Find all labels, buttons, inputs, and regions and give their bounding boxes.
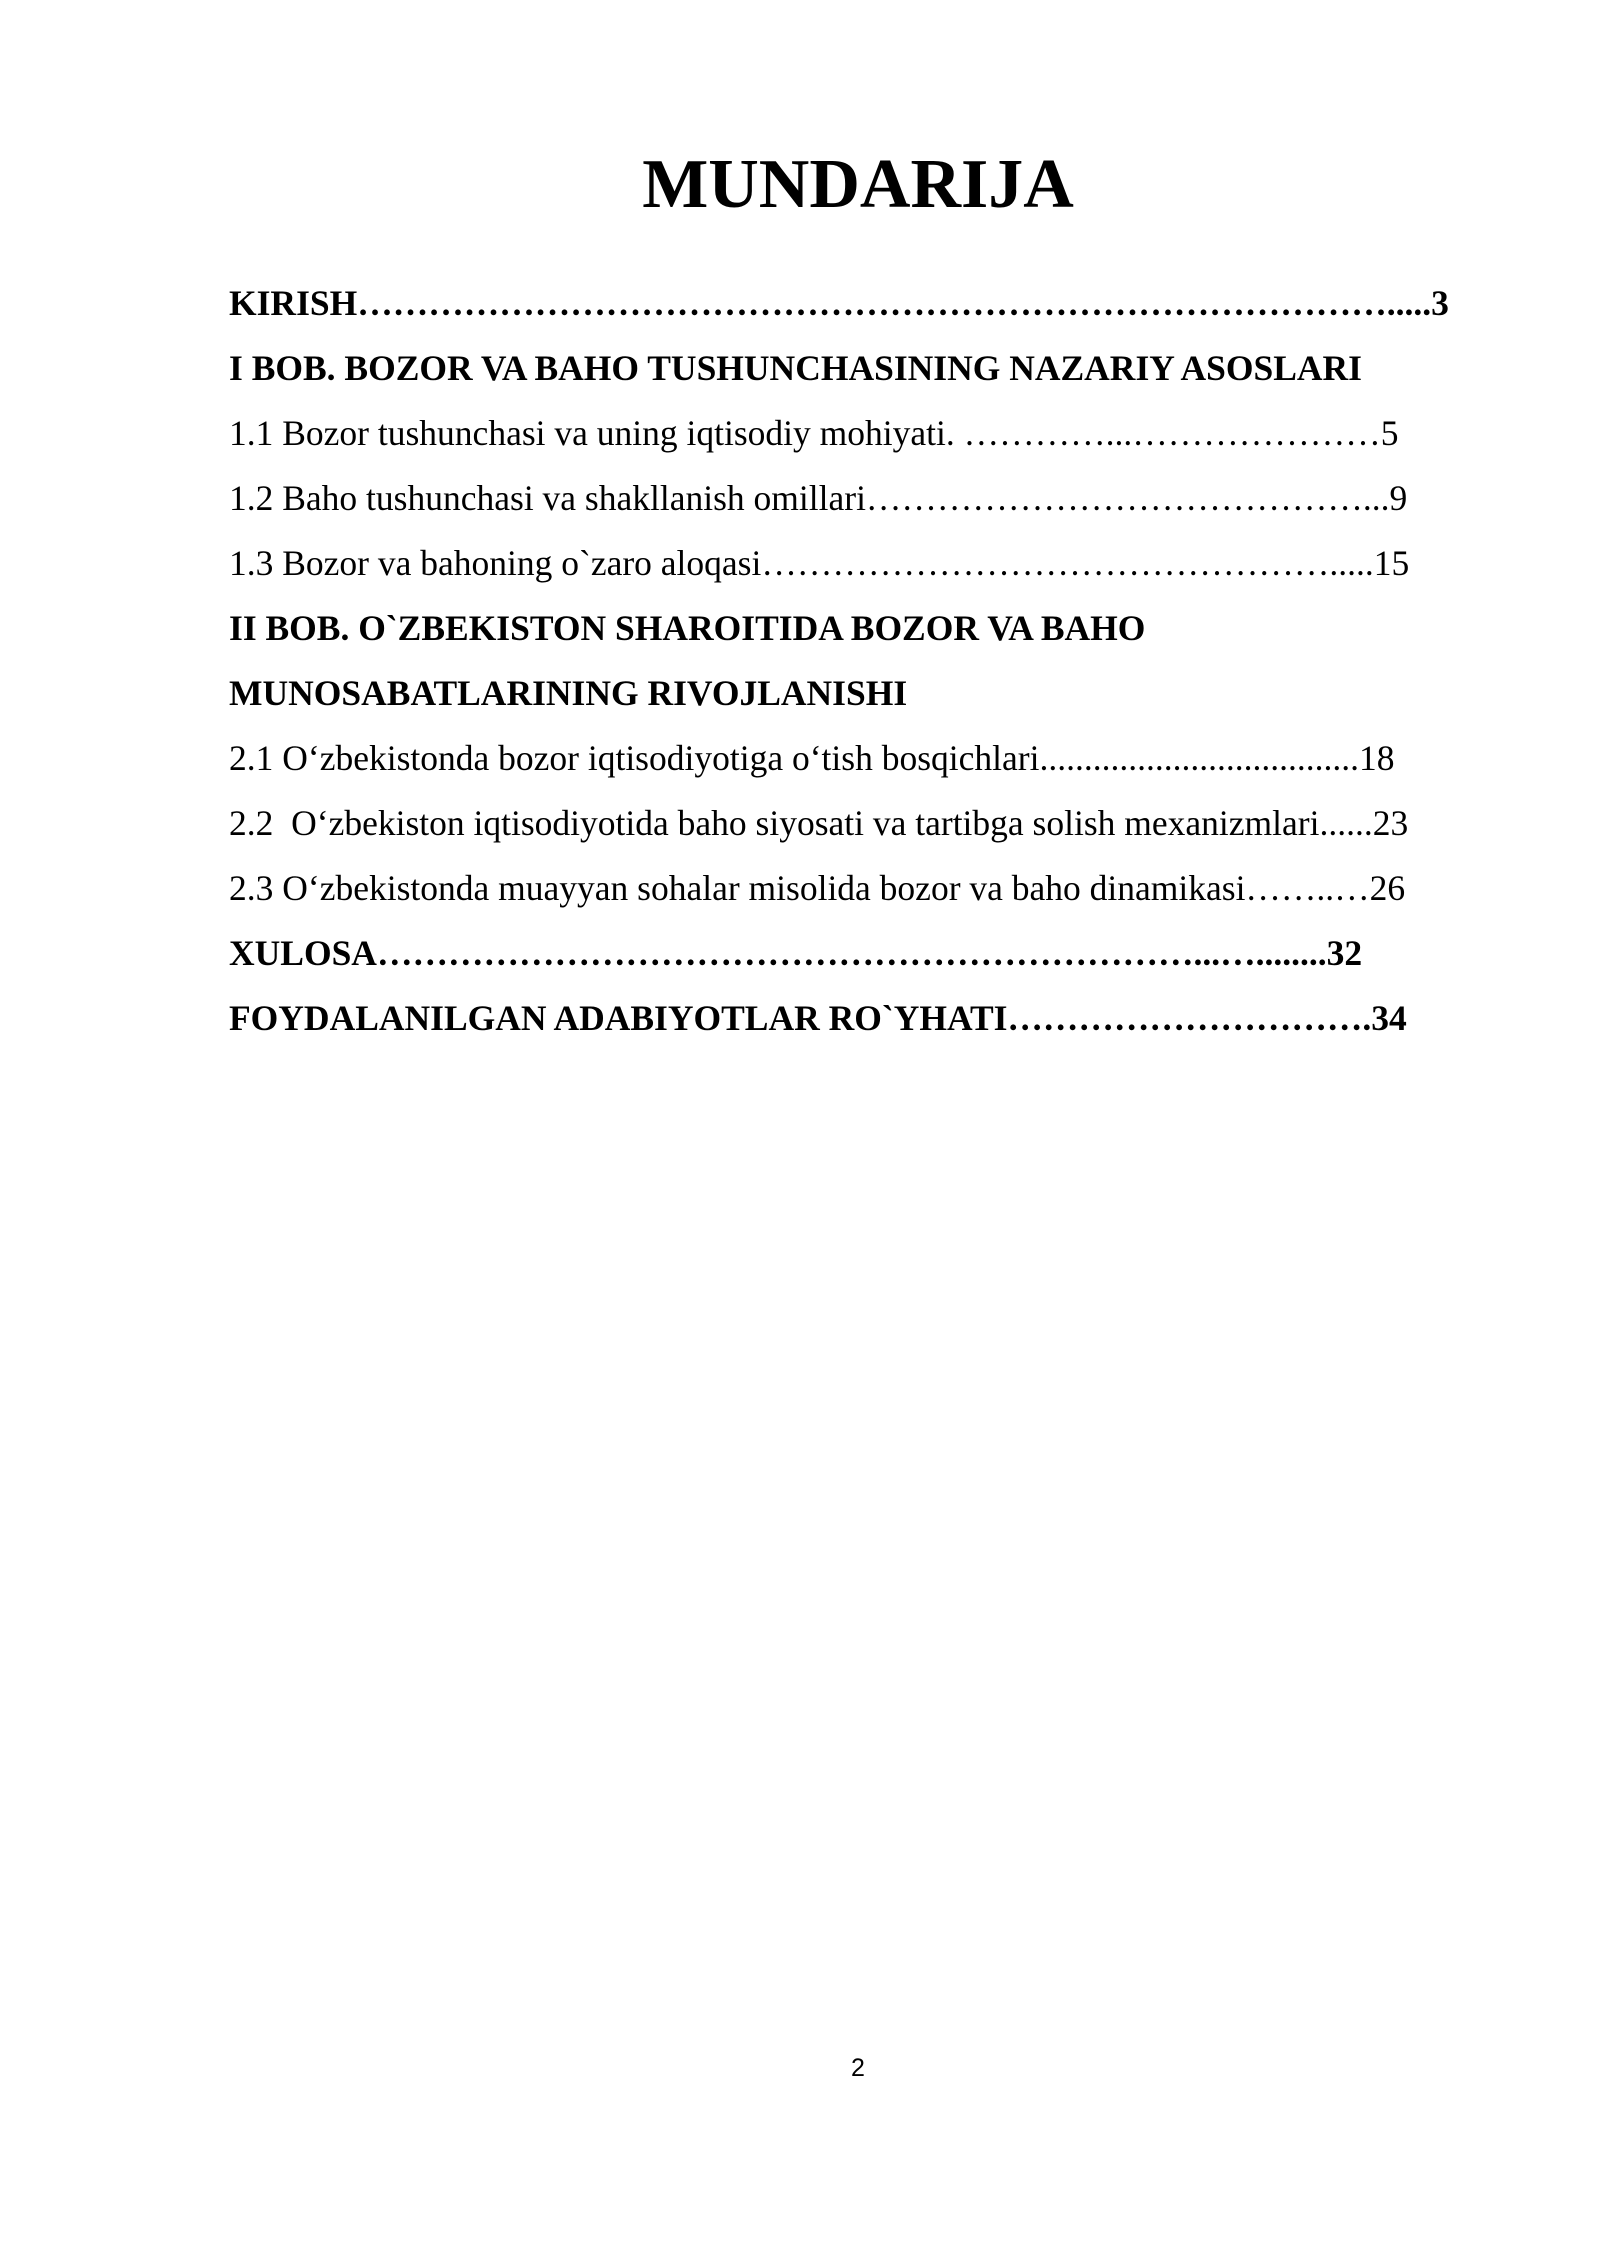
toc-entry-chapter-2-continued: MUNOSABATLARINING RIVOJLANISHI bbox=[229, 673, 908, 713]
table-of-contents bbox=[229, 271, 1489, 1051]
toc-entry-section-2-3: 2.3 O‘zbekistonda muayyan sohalar misolida bozor va baho dinamikasi……..…26 bbox=[229, 868, 1406, 908]
toc-entry-section-2-2: 2.2 O‘zbekiston iqtisodiyotida baho siyosati va tartibga solish mexanizmlari......23 bbox=[229, 803, 1409, 843]
page-title: MUNDARIJA bbox=[642, 146, 1074, 223]
toc-entry-kirish: KIRISH…………………………………………………………………………….....3 bbox=[229, 283, 1449, 323]
toc-entry-section-2-1: 2.1 O‘zbekistonda bozor iqtisodiyotiga o‘tish bosqichlari....................................18 bbox=[229, 738, 1395, 778]
toc-entry-references: FOYDALANILGAN ADABIYOTLAR RO`YHATI………………………….34 bbox=[229, 998, 1407, 1038]
toc-entry-chapter-2: II BOB. O`ZBEKISTON SHAROITIDA BOZOR VA BAHO bbox=[229, 608, 1146, 648]
page-number: 2 bbox=[851, 2054, 865, 2082]
toc-entry-chapter-1: I BOB. BOZOR VA BAHO TUSHUNCHASINING NAZARIY ASOSLARI bbox=[229, 348, 1363, 388]
toc-entry-section-1-1: 1.1 Bozor tushunchasi va uning iqtisodiy mohiyati. …………...…………………5 bbox=[229, 413, 1399, 453]
toc-entry-xulosa: XULOSA……………………………………………………………...…........32 bbox=[229, 933, 1363, 973]
toc-entry-section-1-3: 1.3 Bozor va bahoning o`zaro aloqasi………………………………………….....15 bbox=[229, 543, 1410, 583]
toc-entry-section-1-2: 1.2 Baho tushunchasi va shakllanish omillari……………………………………...9 bbox=[229, 478, 1408, 518]
